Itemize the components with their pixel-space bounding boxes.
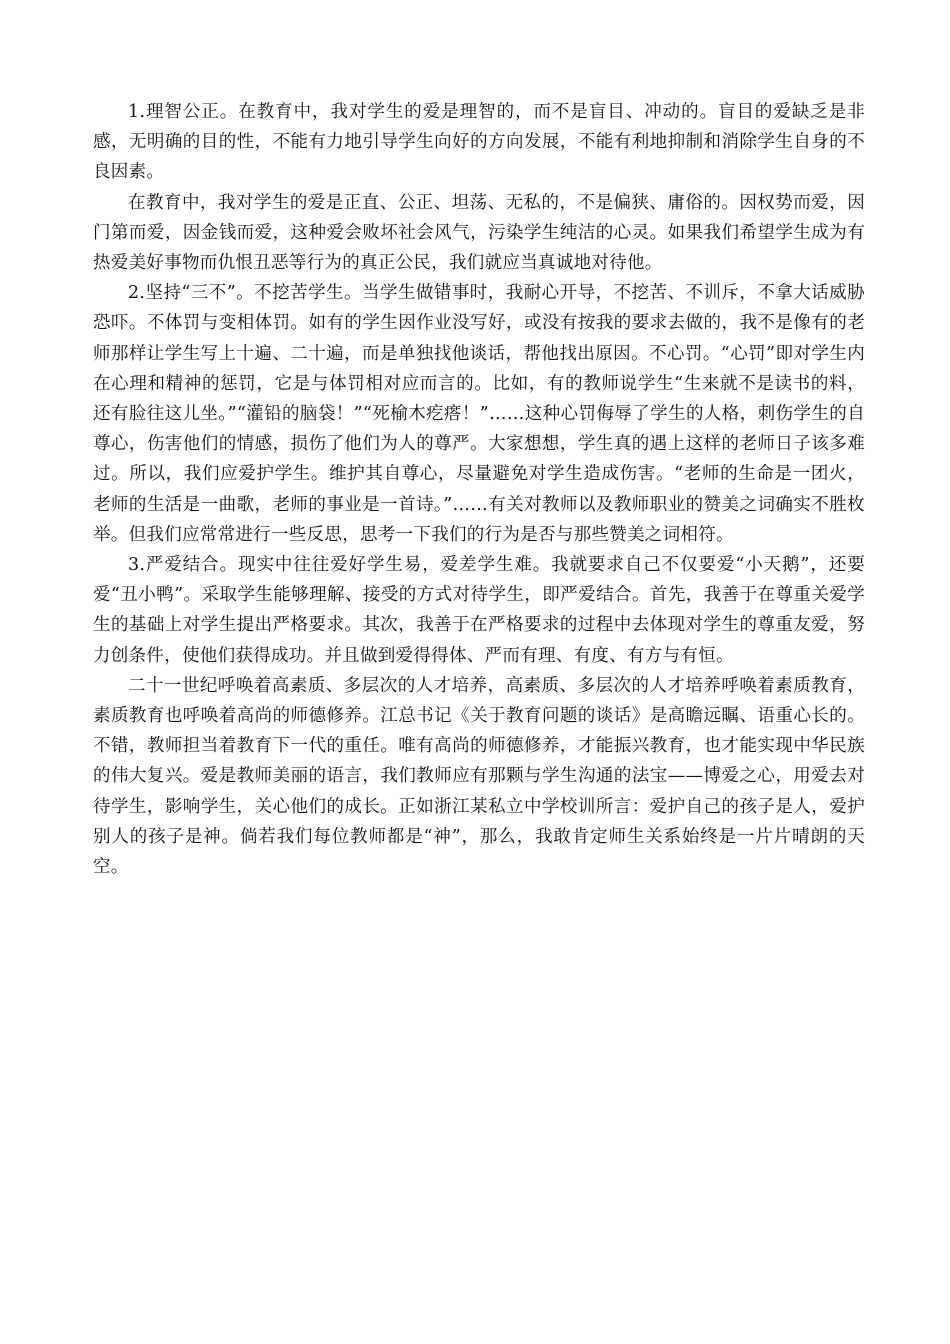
paragraph-three-nos: 2.坚持“三不”。不挖苦学生。当学生做错事时，我耐心开导，不挖苦、不训斥，不拿大话威胁恐吓。不体罚与变相体罚。如有的学生因作业没写好，或没有按我的要求去做的，我不是像有的老师那样让学生写上十遍、二十遍，而是单独找他谈话，帮他找出原因。不心罚。“心罚”即对学生内在心理和精神的惩罚，它是与体罚相对应而言的。比如，有的教师说学生“生来就不是读书的料，还有脸往这儿坐。”“灌铅的脑袋！”“死榆木疙瘩！”……这种心罚侮辱了学生的人格，刺伤学生的自尊心，伤害他们的情感，损伤了他们为人的尊严。大家想想，学生真的遇上这样的老师日子该多难过。所以，我们应爱护学生。维护其自尊心，尽量避免对学生造成伤害。“老师的生命是一团火，老师的生活是一曲歌，老师的事业是一首诗。”……有关对教师以及教师职业的赞美之词确实不胜枚举。但我们应常常进行一些反思，思考一下我们的行为是否与那些赞美之词相符。 [93,283,865,545]
paragraph-upright-love: 在教育中，我对学生的爱是正直、公正、坦荡、无私的，不是偏狭、庸俗的。因权势而爱，因门第而爱，因金钱而爱，这种爱会败坏社会风气，污染学生纯洁的心灵。如果我们希望学生成为有热爱美好事物而仇恨丑恶等行为的真正公民，我们就应当真诚地对待他。 [93,192,865,274]
paragraph-conclusion: 二十一世纪呼唤着高素质、多层次的人才培养，高素质、多层次的人才培养呼唤着素质教育，素质教育也呼唤着高尚的师德修养。江总书记《关于教育问题的谈话》是高瞻远瞩、语重心长的。不错，教师担当着教育下一代的重任。唯有高尚的师德修养，才能振兴教育，也才能实现中华民族的伟大复兴。爱是教师美丽的语言，我们教师应有那颗与学生沟通的法宝——博爱之心，用爱去对待学生，影响学生，关心他们的成长。正如浙江某私立中学校训所言：爱护自己的孩子是人，爱护别人的孩子是神。倘若我们每位教师都是“神”，那么，我敢肯定师生关系始终是一片片晴朗的天空。 [93,675,865,878]
document-body [93,97,865,882]
paragraph-strict-love: 3.严爱结合。现实中往往爱好学生易，爱差学生难。我就要求自己不仅要爱“小天鹅”，还要爱“丑小鸭”。采取学生能够理解、接受的方式对待学生，即严爱结合。首先，我善于在尊重关爱学生的基础上对学生提出严格要求。其次，我善于在严格要求的过程中去体现对学生的尊重友爱，努力创条件，使他们获得成功。并且做到爱得得体、严而有理、有度、有方与有恒。 [93,555,865,666]
paragraph-rational-fairness: 1.理智公正。在教育中，我对学生的爱是理智的，而不是盲目、冲动的。盲目的爱缺乏是非感，无明确的目的性，不能有力地引导学生向好的方向发展，不能有利地抑制和消除学生自身的不良因素。 [93,102,865,183]
